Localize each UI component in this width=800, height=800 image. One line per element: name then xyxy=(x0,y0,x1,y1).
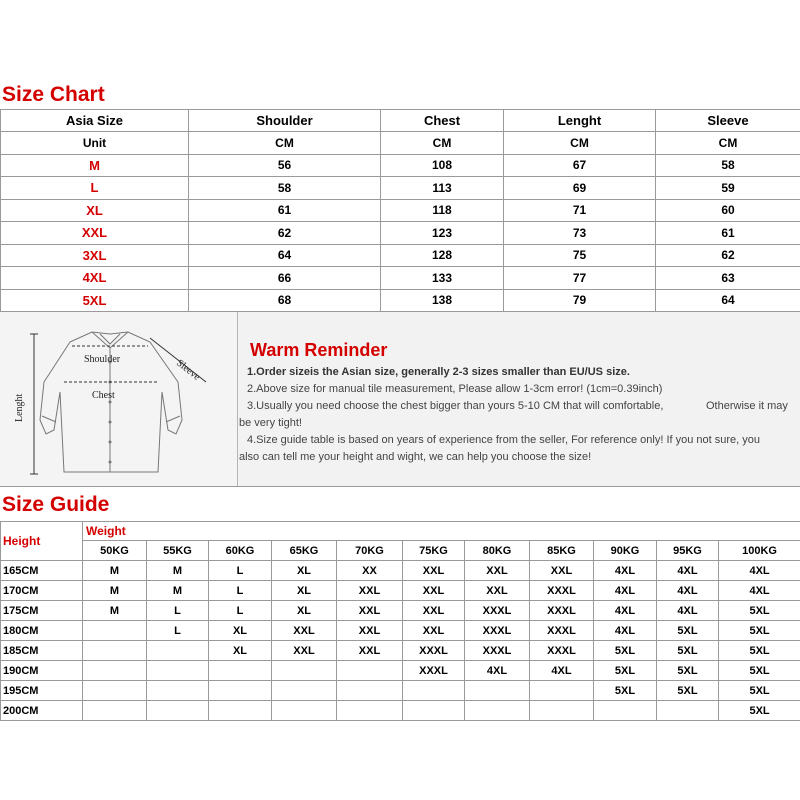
size-guide-cell: XXL xyxy=(337,601,403,621)
size-guide-cell: M xyxy=(147,581,209,601)
size-guide-cell: 5XL xyxy=(594,681,657,701)
size-guide-cell: XXXL xyxy=(530,641,594,661)
header-chest: Chest xyxy=(381,110,504,132)
size-guide-cell: L xyxy=(209,561,272,581)
size-chart-title: Size Chart xyxy=(2,83,105,106)
header-sleeve: Sleeve xyxy=(656,110,800,132)
size-chart-row xyxy=(1,199,800,222)
size-guide-row xyxy=(1,601,800,621)
size-guide-cell: XXL xyxy=(272,621,337,641)
measure-cell: 59 xyxy=(656,177,800,200)
size-guide-cell: XXL xyxy=(272,641,337,661)
size-guide-cell xyxy=(403,701,465,721)
size-guide-cell xyxy=(272,681,337,701)
measure-cell: 64 xyxy=(656,289,800,312)
weight-header-cell: 100KG xyxy=(719,541,800,561)
size-guide-cell xyxy=(83,681,147,701)
size-guide-cell: XL xyxy=(272,561,337,581)
measure-cell: 118 xyxy=(381,199,504,222)
size-guide-cell: XXL xyxy=(530,561,594,581)
size-label: L xyxy=(1,177,189,200)
size-guide-row xyxy=(1,641,800,661)
measure-cell: 66 xyxy=(189,267,381,290)
height-cell: 175CM xyxy=(1,601,83,621)
warm-reminder-panel xyxy=(0,311,800,487)
size-guide-cell: XL xyxy=(272,581,337,601)
size-guide-cell: L xyxy=(147,621,209,641)
measure-cell: 64 xyxy=(189,244,381,267)
weight-header-cell: 85KG xyxy=(530,541,594,561)
header-shoulder: Shoulder xyxy=(189,110,381,132)
size-guide-cell: M xyxy=(83,581,147,601)
unit-row xyxy=(1,132,800,155)
size-guide-cell xyxy=(147,661,209,681)
unit-cell: CM xyxy=(504,132,656,155)
measure-cell: 128 xyxy=(381,244,504,267)
size-guide-cell: 5XL xyxy=(719,681,800,701)
measure-cell: 71 xyxy=(504,199,656,222)
weight-header-cell: 70KG xyxy=(337,541,403,561)
unit-cell: CM xyxy=(189,132,381,155)
measure-cell: 75 xyxy=(504,244,656,267)
size-chart-header-row xyxy=(1,110,800,132)
size-guide-cell: 5XL xyxy=(594,641,657,661)
weight-header-cell: 55KG xyxy=(147,541,209,561)
shirt-measurement-diagram xyxy=(0,312,238,486)
size-guide-cell: XXXL xyxy=(530,581,594,601)
unit-cell: CM xyxy=(381,132,504,155)
warm-reminder-title: Warm Reminder xyxy=(250,340,388,360)
weight-header-cell: 75KG xyxy=(403,541,465,561)
size-guide-cell: XXL xyxy=(403,581,465,601)
size-guide-cell xyxy=(530,701,594,721)
size-guide-cell: XXL xyxy=(465,561,530,581)
measure-cell: 58 xyxy=(189,177,381,200)
unit-cell: CM xyxy=(656,132,800,155)
size-guide-cell xyxy=(337,681,403,701)
size-guide-cell: XL xyxy=(209,621,272,641)
height-label: Height xyxy=(1,522,83,561)
weight-header-cell: 50KG xyxy=(83,541,147,561)
measure-cell: 113 xyxy=(381,177,504,200)
measure-cell: 60 xyxy=(656,199,800,222)
measure-cell: 108 xyxy=(381,154,504,177)
size-guide-cell: 4XL xyxy=(657,601,719,621)
measure-cell: 73 xyxy=(504,222,656,245)
reminder-note-3-wrap: be very tight! xyxy=(239,417,302,429)
height-cell: 185CM xyxy=(1,641,83,661)
size-guide-row xyxy=(1,701,800,721)
size-guide-cell xyxy=(465,701,530,721)
shirt-diagram-icon xyxy=(0,312,238,486)
size-guide-cell: 5XL xyxy=(657,641,719,661)
size-guide-cell: XL xyxy=(272,601,337,621)
size-guide-cell: 4XL xyxy=(594,621,657,641)
size-guide-cell xyxy=(272,661,337,681)
size-guide-cell: 4XL xyxy=(657,581,719,601)
reminder-note-3: 3.Usually you need choose the chest bigger than yours 5-10 CM that will comfortable, xyxy=(247,400,664,412)
size-guide-cell: XXXL xyxy=(403,661,465,681)
reminder-note-4: 4.Size guide table is based on years of experience from the seller, For reference only! If you not sure, you xyxy=(247,434,761,446)
size-label: 5XL xyxy=(1,289,189,312)
size-guide-cell: XXXL xyxy=(465,641,530,661)
size-guide-cell: 4XL xyxy=(719,561,800,581)
size-guide-cell: XXL xyxy=(403,621,465,641)
size-guide-cell xyxy=(337,701,403,721)
reminder-note-3-end: Otherwise it may xyxy=(706,400,788,412)
weight-header-row xyxy=(1,541,800,561)
measure-cell: 77 xyxy=(504,267,656,290)
size-guide-cell: 4XL xyxy=(719,581,800,601)
size-guide-cell xyxy=(83,621,147,641)
size-guide-row xyxy=(1,661,800,681)
weight-header-cell: 60KG xyxy=(209,541,272,561)
measure-cell: 68 xyxy=(189,289,381,312)
size-guide-cell: XXL xyxy=(337,641,403,661)
size-guide-cell xyxy=(147,701,209,721)
size-guide-cell: 5XL xyxy=(719,661,800,681)
weight-header-cell: 65KG xyxy=(272,541,337,561)
measure-cell: 123 xyxy=(381,222,504,245)
size-guide-cell: 4XL xyxy=(594,601,657,621)
size-guide-cell: 5XL xyxy=(719,621,800,641)
size-guide-title: Size Guide xyxy=(2,493,110,516)
size-guide-cell: XXXL xyxy=(465,601,530,621)
size-guide-cell: 4XL xyxy=(594,561,657,581)
size-chart-row xyxy=(1,177,800,200)
size-guide-cell xyxy=(83,661,147,681)
measure-cell: 58 xyxy=(656,154,800,177)
size-guide-cell xyxy=(209,701,272,721)
measure-cell: 69 xyxy=(504,177,656,200)
size-guide-cell: 5XL xyxy=(657,681,719,701)
height-cell: 165CM xyxy=(1,561,83,581)
height-cell: 195CM xyxy=(1,681,83,701)
size-guide-cell: 5XL xyxy=(719,641,800,661)
size-guide-cell: L xyxy=(209,581,272,601)
size-guide-cell: L xyxy=(147,601,209,621)
reminder-note-4-wrap: also can tell me your height and wight, we can help you choose the size! xyxy=(239,451,592,463)
size-guide-cell: XL xyxy=(209,641,272,661)
size-guide-cell xyxy=(594,701,657,721)
weight-header-cell: 90KG xyxy=(594,541,657,561)
size-guide-cell: XXL xyxy=(465,581,530,601)
height-cell: 180CM xyxy=(1,621,83,641)
size-chart-row xyxy=(1,289,800,312)
size-guide-row xyxy=(1,561,800,581)
size-guide-cell xyxy=(403,681,465,701)
weight-label: Weight xyxy=(83,522,800,541)
measure-cell: 67 xyxy=(504,154,656,177)
measure-cell: 63 xyxy=(656,267,800,290)
size-chart-row xyxy=(1,154,800,177)
unit-label: Unit xyxy=(1,132,189,155)
size-guide-cell xyxy=(465,681,530,701)
size-guide-cell: 5XL xyxy=(657,621,719,641)
size-guide-cell xyxy=(272,701,337,721)
size-guide-cell: XXL xyxy=(337,621,403,641)
size-guide-cell xyxy=(530,681,594,701)
size-guide-cell: XXXL xyxy=(530,621,594,641)
height-cell: 170CM xyxy=(1,581,83,601)
size-guide-cell: 5XL xyxy=(719,601,800,621)
size-guide-cell: XXL xyxy=(337,581,403,601)
size-guide-cell xyxy=(337,661,403,681)
size-guide-cell: XX xyxy=(337,561,403,581)
size-guide-row xyxy=(1,621,800,641)
shoulder-label: Shoulder xyxy=(84,354,121,365)
reminder-note-1: 1.Order sizeis the Asian size, generally 2-3 sizes smaller than EU/US size. xyxy=(247,366,630,378)
size-guide-cell: L xyxy=(209,601,272,621)
size-label: XL xyxy=(1,199,189,222)
size-label: 4XL xyxy=(1,267,189,290)
size-guide-cell xyxy=(83,701,147,721)
size-guide-cell: M xyxy=(147,561,209,581)
size-label: M xyxy=(1,154,189,177)
size-guide-row xyxy=(1,581,800,601)
size-guide-cell: 4XL xyxy=(657,561,719,581)
size-label: 3XL xyxy=(1,244,189,267)
height-cell: 190CM xyxy=(1,661,83,681)
weight-header-cell: 95KG xyxy=(657,541,719,561)
sleeve-label: Sleeve xyxy=(174,357,202,383)
size-guide-cell xyxy=(209,681,272,701)
size-guide-cell: 4XL xyxy=(530,661,594,681)
size-guide-cell: M xyxy=(83,561,147,581)
header-asia-size: Asia Size xyxy=(1,110,189,132)
size-guide-cell: 5XL xyxy=(657,661,719,681)
size-guide-cell xyxy=(147,681,209,701)
size-guide-cell: XXL xyxy=(403,601,465,621)
size-guide-cell: M xyxy=(83,601,147,621)
size-guide-cell xyxy=(147,641,209,661)
size-guide-cell: XXXL xyxy=(465,621,530,641)
size-guide-cell: XXL xyxy=(403,561,465,581)
measure-cell: 133 xyxy=(381,267,504,290)
size-guide-cell: XXXL xyxy=(403,641,465,661)
size-chart-table xyxy=(0,109,800,312)
size-chart-row xyxy=(1,244,800,267)
chest-label: Chest xyxy=(92,390,115,401)
size-guide-row xyxy=(1,681,800,701)
size-guide-cell xyxy=(657,701,719,721)
size-guide-cell: 5XL xyxy=(594,661,657,681)
size-chart-row xyxy=(1,267,800,290)
header-length: Lenght xyxy=(504,110,656,132)
measure-cell: 62 xyxy=(189,222,381,245)
weight-label-row xyxy=(1,522,800,541)
size-guide-cell: 4XL xyxy=(594,581,657,601)
size-label: XXL xyxy=(1,222,189,245)
size-chart-row xyxy=(1,222,800,245)
height-cell: 200CM xyxy=(1,701,83,721)
size-guide-cell xyxy=(209,661,272,681)
weight-header-cell: 80KG xyxy=(465,541,530,561)
measure-cell: 56 xyxy=(189,154,381,177)
measure-cell: 61 xyxy=(656,222,800,245)
size-guide-cell: 5XL xyxy=(719,701,800,721)
reminder-note-2: 2.Above size for manual tile measurement, Please allow 1-3cm error! (1cm=0.39inch) xyxy=(247,383,663,395)
length-label: Lenght xyxy=(14,393,25,422)
measure-cell: 61 xyxy=(189,199,381,222)
measure-cell: 62 xyxy=(656,244,800,267)
size-guide-cell: 4XL xyxy=(465,661,530,681)
size-guide-cell: XXXL xyxy=(530,601,594,621)
measure-cell: 79 xyxy=(504,289,656,312)
size-guide-cell xyxy=(83,641,147,661)
measure-cell: 138 xyxy=(381,289,504,312)
size-guide-table xyxy=(0,521,800,721)
